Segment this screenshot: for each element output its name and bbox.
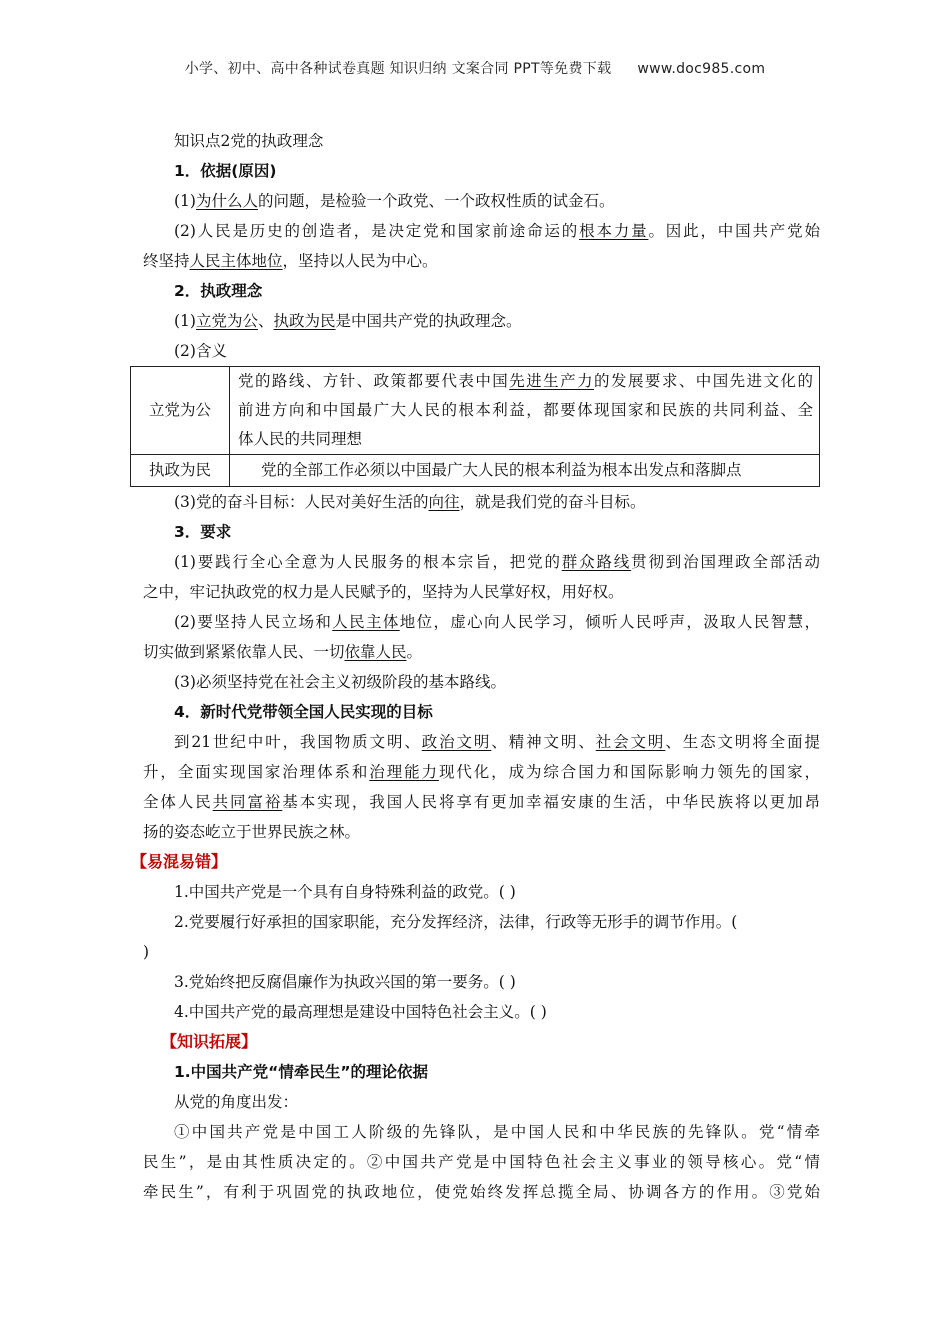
table-row <box>131 455 820 487</box>
expansion-paragraph-line1: ①中国共产党是中国工人阶级的先锋队，是中国人民和中华民族的先锋队。党“情牵 <box>174 1123 820 1141</box>
paragraph-basis-2-line2: 终坚持人民主体地位，坚持以人民为中心。 <box>143 252 438 270</box>
paragraph-basis-1: (1)为什么人的问题，是检验一个政党、一个政权性质的试金石。 <box>174 192 615 210</box>
heading-basis: 1．依据(原因) <box>174 162 277 180</box>
expansion-paragraph-line3: 牵民生”，有利于巩固党的执政地位，使党始终发挥总揽全局、协调各方的作用。③党始 <box>143 1183 820 1201</box>
confusion-heading: 【易混易错】 <box>131 852 228 871</box>
expansion-paragraph-line2: 民生”，是由其性质决定的。②中国共产党是中国特色社会主义事业的领导核心。党“情 <box>143 1153 820 1171</box>
section-title: 知识点2党的执政理念 <box>174 132 324 150</box>
blank-answer: 立党为公 <box>195 312 258 330</box>
table-key: 立党为公 <box>131 367 230 455</box>
meaning-table <box>130 366 820 487</box>
blank-answer: 先进生产力 <box>509 372 595 390</box>
blank-answer: 人民主体地位 <box>189 252 283 270</box>
table-value: 党的全部工作必须以中国最广大人民的根本利益为根本出发点和落脚点 <box>230 455 820 487</box>
expansion-subheading: 1.中国共产党“情牵民生”的理论依据 <box>174 1063 429 1081</box>
expansion-heading: 【知识拓展】 <box>161 1032 258 1051</box>
blank-answer: 群众路线 <box>561 553 632 571</box>
paragraph-new-era-line3: 全体人民共同富裕基本实现，我国人民将享有更加幸福安康的生活，中华民族将以更加昂 <box>143 793 820 811</box>
paragraph-new-era-line1: 到21世纪中叶，我国物质文明、政治文明、精神文明、社会文明、生态文明将全面提 <box>174 733 820 751</box>
heading-requirements: 3．要求 <box>174 523 232 541</box>
confusion-item-cont: ) <box>143 943 150 961</box>
paragraph-new-era-line2: 升，全面实现国家治理体系和治理能力现代化，成为综合国力和国际影响力领先的国家， <box>143 763 820 781</box>
paragraph-req-2-line1: (2)要坚持人民立场和人民主体地位，虚心向人民学习，倾听人民呼声，汲取人民智慧， <box>174 613 820 631</box>
table-key: 执政为民 <box>131 455 230 487</box>
header-url[interactable]: www.doc985.com <box>637 61 766 77</box>
blank-answer: 根本力量 <box>579 222 649 240</box>
confusion-item: 2.党要履行好承担的国家职能，充分发挥经济，法律，行政等无形手的调节作用。( <box>174 913 738 931</box>
confusion-item: 1.中国共产党是一个具有自身特殊利益的政党。( ) <box>174 883 516 901</box>
paragraph-meaning: (2)含义 <box>174 342 227 360</box>
blank-answer: 人民主体 <box>332 613 400 631</box>
paragraph-goal: (3)党的奋斗目标：人民对美好生活的向往，就是我们党的奋斗目标。 <box>174 493 646 511</box>
document-body <box>131 126 820 1207</box>
expansion-paragraph: 从党的角度出发： <box>174 1093 299 1111</box>
blank-answer: 向往 <box>428 493 460 511</box>
blank-answer: 治理能力 <box>369 763 439 781</box>
paragraph-req-3: (3)必须坚持党在社会主义初级阶段的基本路线。 <box>174 673 506 691</box>
blank-answer: 共同富裕 <box>212 793 283 811</box>
table-value: 党的路线、方针、政策都要代表中国先进生产力的发展要求、中国先进文化的 前进方向和中国最广大人民的根本利益，都要体现国家和民族的共同利益、全 体人民的共同理想 <box>230 367 820 455</box>
paragraph-req-1-line1: (1)要践行全心全意为人民服务的根本宗旨，把党的群众路线贯彻到治国理政全部活动 <box>174 553 820 571</box>
blank-answer: 依靠人民 <box>344 643 407 661</box>
paragraph-basis-2-line1: (2)人民是历史的创造者，是决定党和国家前途命运的根本力量。因此，中国共产党始 <box>174 222 820 240</box>
blank-answer: 政治文明 <box>421 733 492 751</box>
paragraph-philosophy-1: (1)立党为公、执政为民是中国共产党的执政理念。 <box>174 312 522 330</box>
table-row <box>131 367 820 455</box>
heading-new-era: 4．新时代党带领全国人民实现的目标 <box>174 703 433 721</box>
heading-philosophy: 2．执政理念 <box>174 282 263 300</box>
page-header <box>0 58 950 78</box>
paragraph-req-2-line2: 切实做到紧紧依靠人民、一切依靠人民。 <box>143 643 423 661</box>
blank-answer: 为什么人 <box>195 192 258 210</box>
paragraph-req-1-line2: 之中，牢记执政党的权力是人民赋予的，坚持为人民掌好权，用好权。 <box>143 583 624 601</box>
confusion-item: 4.中国共产党的最高理想是建设中国特色社会主义。( ) <box>174 1003 547 1021</box>
paragraph-new-era-line4: 扬的姿态屹立于世界民族之林。 <box>143 823 361 841</box>
header-text: 小学、初中、高中各种试卷真题 知识归纳 文案合同 PPT等免费下载 <box>184 61 612 77</box>
blank-answer: 执政为民 <box>273 312 336 330</box>
blank-answer: 社会文明 <box>595 733 666 751</box>
confusion-item: 3.党始终把反腐倡廉作为执政兴国的第一要务。( ) <box>174 973 516 991</box>
